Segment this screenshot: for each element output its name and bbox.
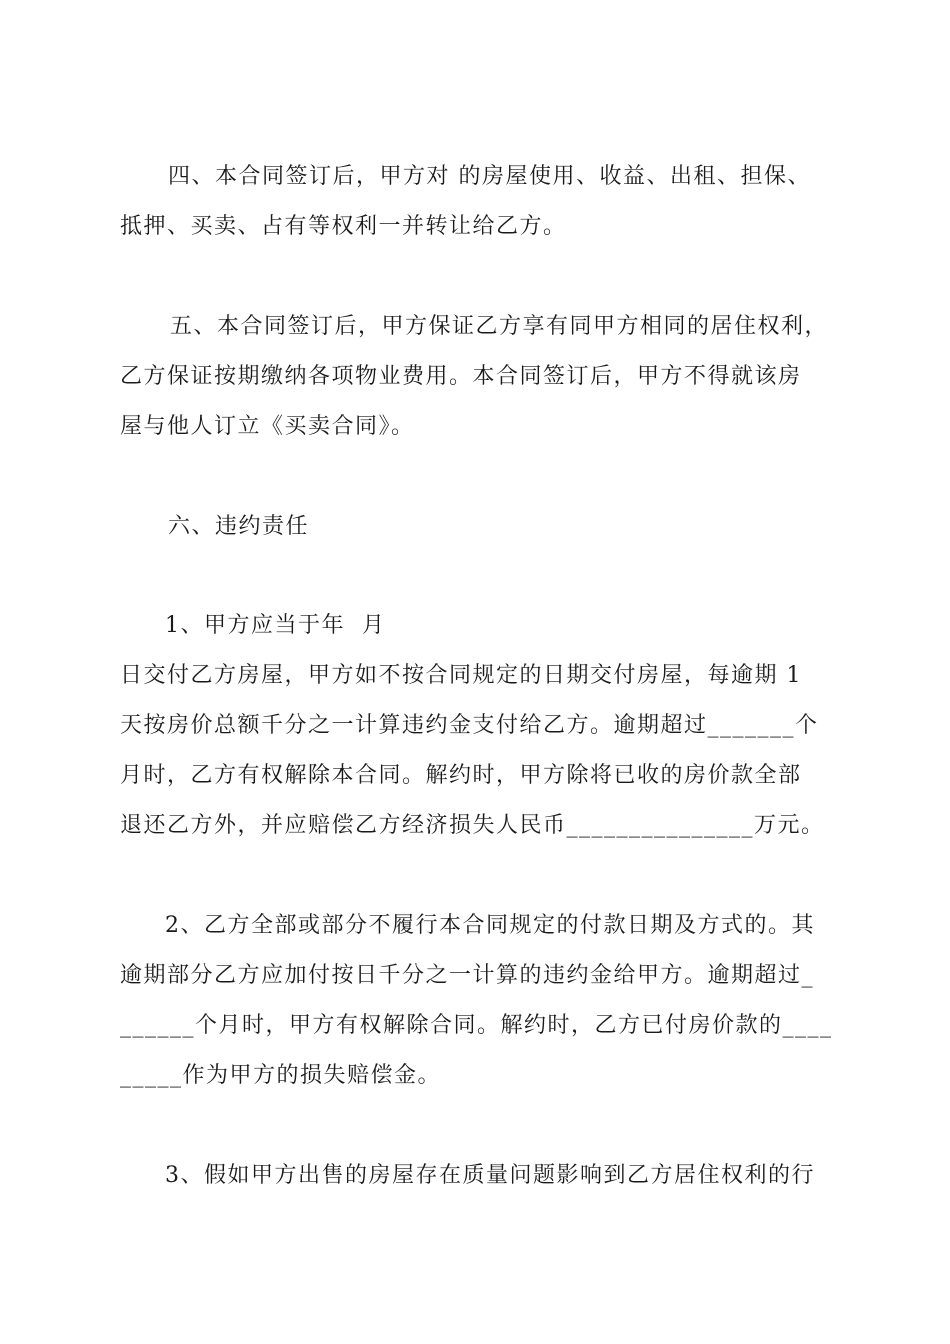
item-1-line-1: 1、甲方应当于年 月 [165,613,386,638]
item-1-line-3: 天按房价总额千分之一计算违约金支付给乙方。逾期超过_______个 [120,713,819,738]
item-2-line-2: 逾期部分乙方应加付按日千分之一计算的违约金给甲方。逾期超过_ [120,963,815,988]
clause-5-line-1: 五、本合同签订后，甲方保证乙方享有同甲方相同的居住权利， [170,314,829,339]
item-2-line-4: _____作为甲方的损失赔偿金。 [120,1063,442,1088]
item-2-line-3: ______个月时，甲方有权解除合同。解约时，乙方已付房价款的____ [120,1013,833,1038]
item-1-line-4: 月时，乙方有权解除本合同。解约时，甲方除将已收的房价款全部 [120,763,802,788]
clause-4-line-1: 四、本合同签订后，甲方对 的房屋使用、收益、出租、担保、 [168,164,811,189]
item-2-line-1: 2、乙方全部或部分不履行本合同规定的付款日期及方式的。其 [165,913,815,938]
clause-5-line-2: 乙方保证按期缴纳各项物业费用。本合同签订后，甲方不得就该房 [120,364,802,389]
section-heading: 六、违约责任 [168,514,310,539]
clause-4-line-2: 抵押、买卖、占有等权利一并转让给乙方。 [120,214,567,239]
item-3-line-1: 3、假如甲方出售的房屋存在质量问题影响到乙方居住权利的行 [165,1163,815,1188]
item-1-line-5: 退还乙方外，并应赔偿乙方经济损失人民币_______________万元。 [120,813,825,838]
item-1-line-2: 日交付乙方房屋，甲方如不按合同规定的日期交付房屋，每逾期 1 [120,663,802,688]
clause-5-line-3: 屋与他人订立《买卖合同》。 [120,414,415,439]
